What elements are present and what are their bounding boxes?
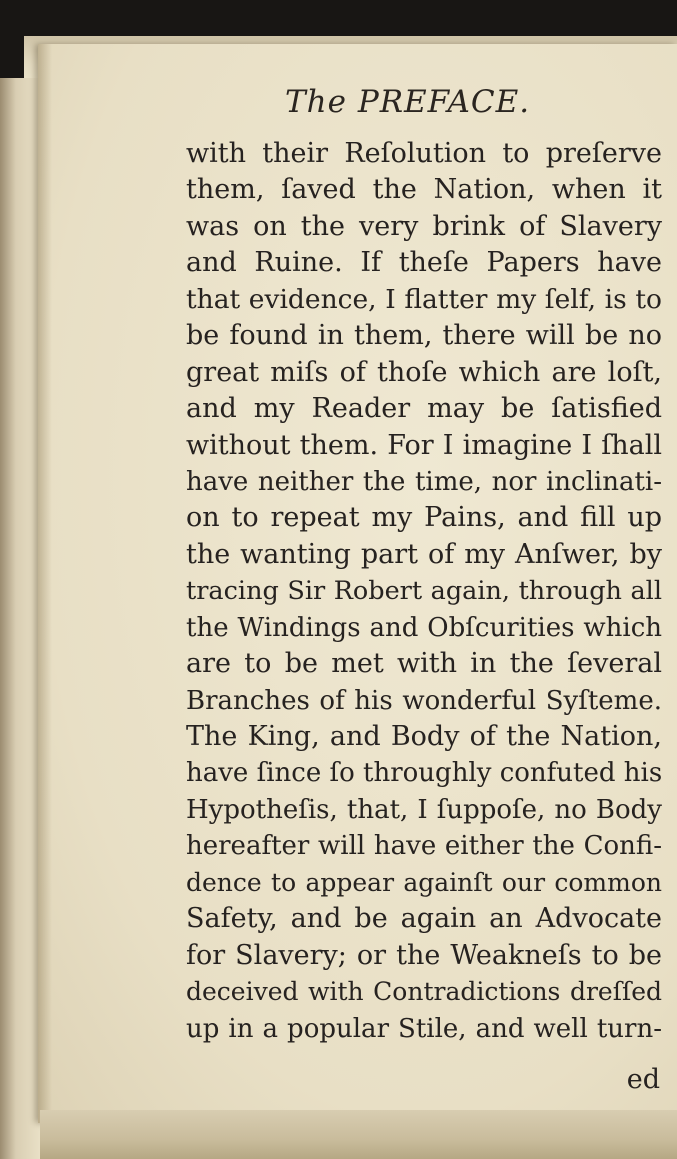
text-line: the wanting part of my Anſwer, by <box>186 538 662 570</box>
running-head: The PREFACE. <box>285 84 531 120</box>
text-line: deceived with Contradictions dreſſed <box>186 977 662 1007</box>
text-line: great miſs of thoſe which are loſt, <box>186 356 662 388</box>
text-line: with their Reſolution to preſerve <box>186 138 662 169</box>
text-line: be found in them, there will be no <box>186 320 662 352</box>
text-line: on to repeat my Pains, and fill up <box>186 502 662 534</box>
text-line: tracing Sir Robert again, through all <box>186 576 662 607</box>
text-line: the Windings and Obſcurities which <box>186 612 662 643</box>
text-line: up in a popular Stile, and well turn- <box>186 1013 662 1044</box>
body-text <box>186 136 662 1047</box>
text-line: have neither the time, nor inclinati- <box>186 466 662 497</box>
text-line: was on the very brink of Slavery <box>186 210 662 242</box>
text-line: and my Reader may be ſatisfied <box>186 393 662 425</box>
text-line: Hypotheſis, that, I ſuppoſe, no Body <box>186 794 662 825</box>
catchword: ed <box>626 1064 660 1095</box>
page-gutter-shadow <box>38 44 52 1123</box>
text-line: without them. For I imagine I ſhall <box>186 429 662 461</box>
text-line: Safety, and be again an Advocate <box>186 903 662 935</box>
text-line: hereafter will have either the Confi- <box>186 831 662 862</box>
page-left-edge <box>0 78 40 1159</box>
text-line: Branches of his wonderful Syſteme. <box>186 685 662 716</box>
text-line: them, ſaved the Nation, when it <box>186 174 662 206</box>
text-line: The King, and Body of the Nation, <box>186 721 662 752</box>
text-line: have ſince ſo throughly confuted his <box>186 758 663 789</box>
text-line: and Ruine. If theſe Papers have <box>186 247 662 279</box>
text-line: that evidence, I flatter my ſelf, is to <box>186 283 662 315</box>
text-line: for Slavery; or the Weakneſs to be <box>186 939 662 971</box>
text-line: are to be met with in the ſeveral <box>186 648 662 680</box>
text-line: dence to appear againſt our common <box>186 867 662 897</box>
page-bottom-edge <box>40 1110 677 1159</box>
